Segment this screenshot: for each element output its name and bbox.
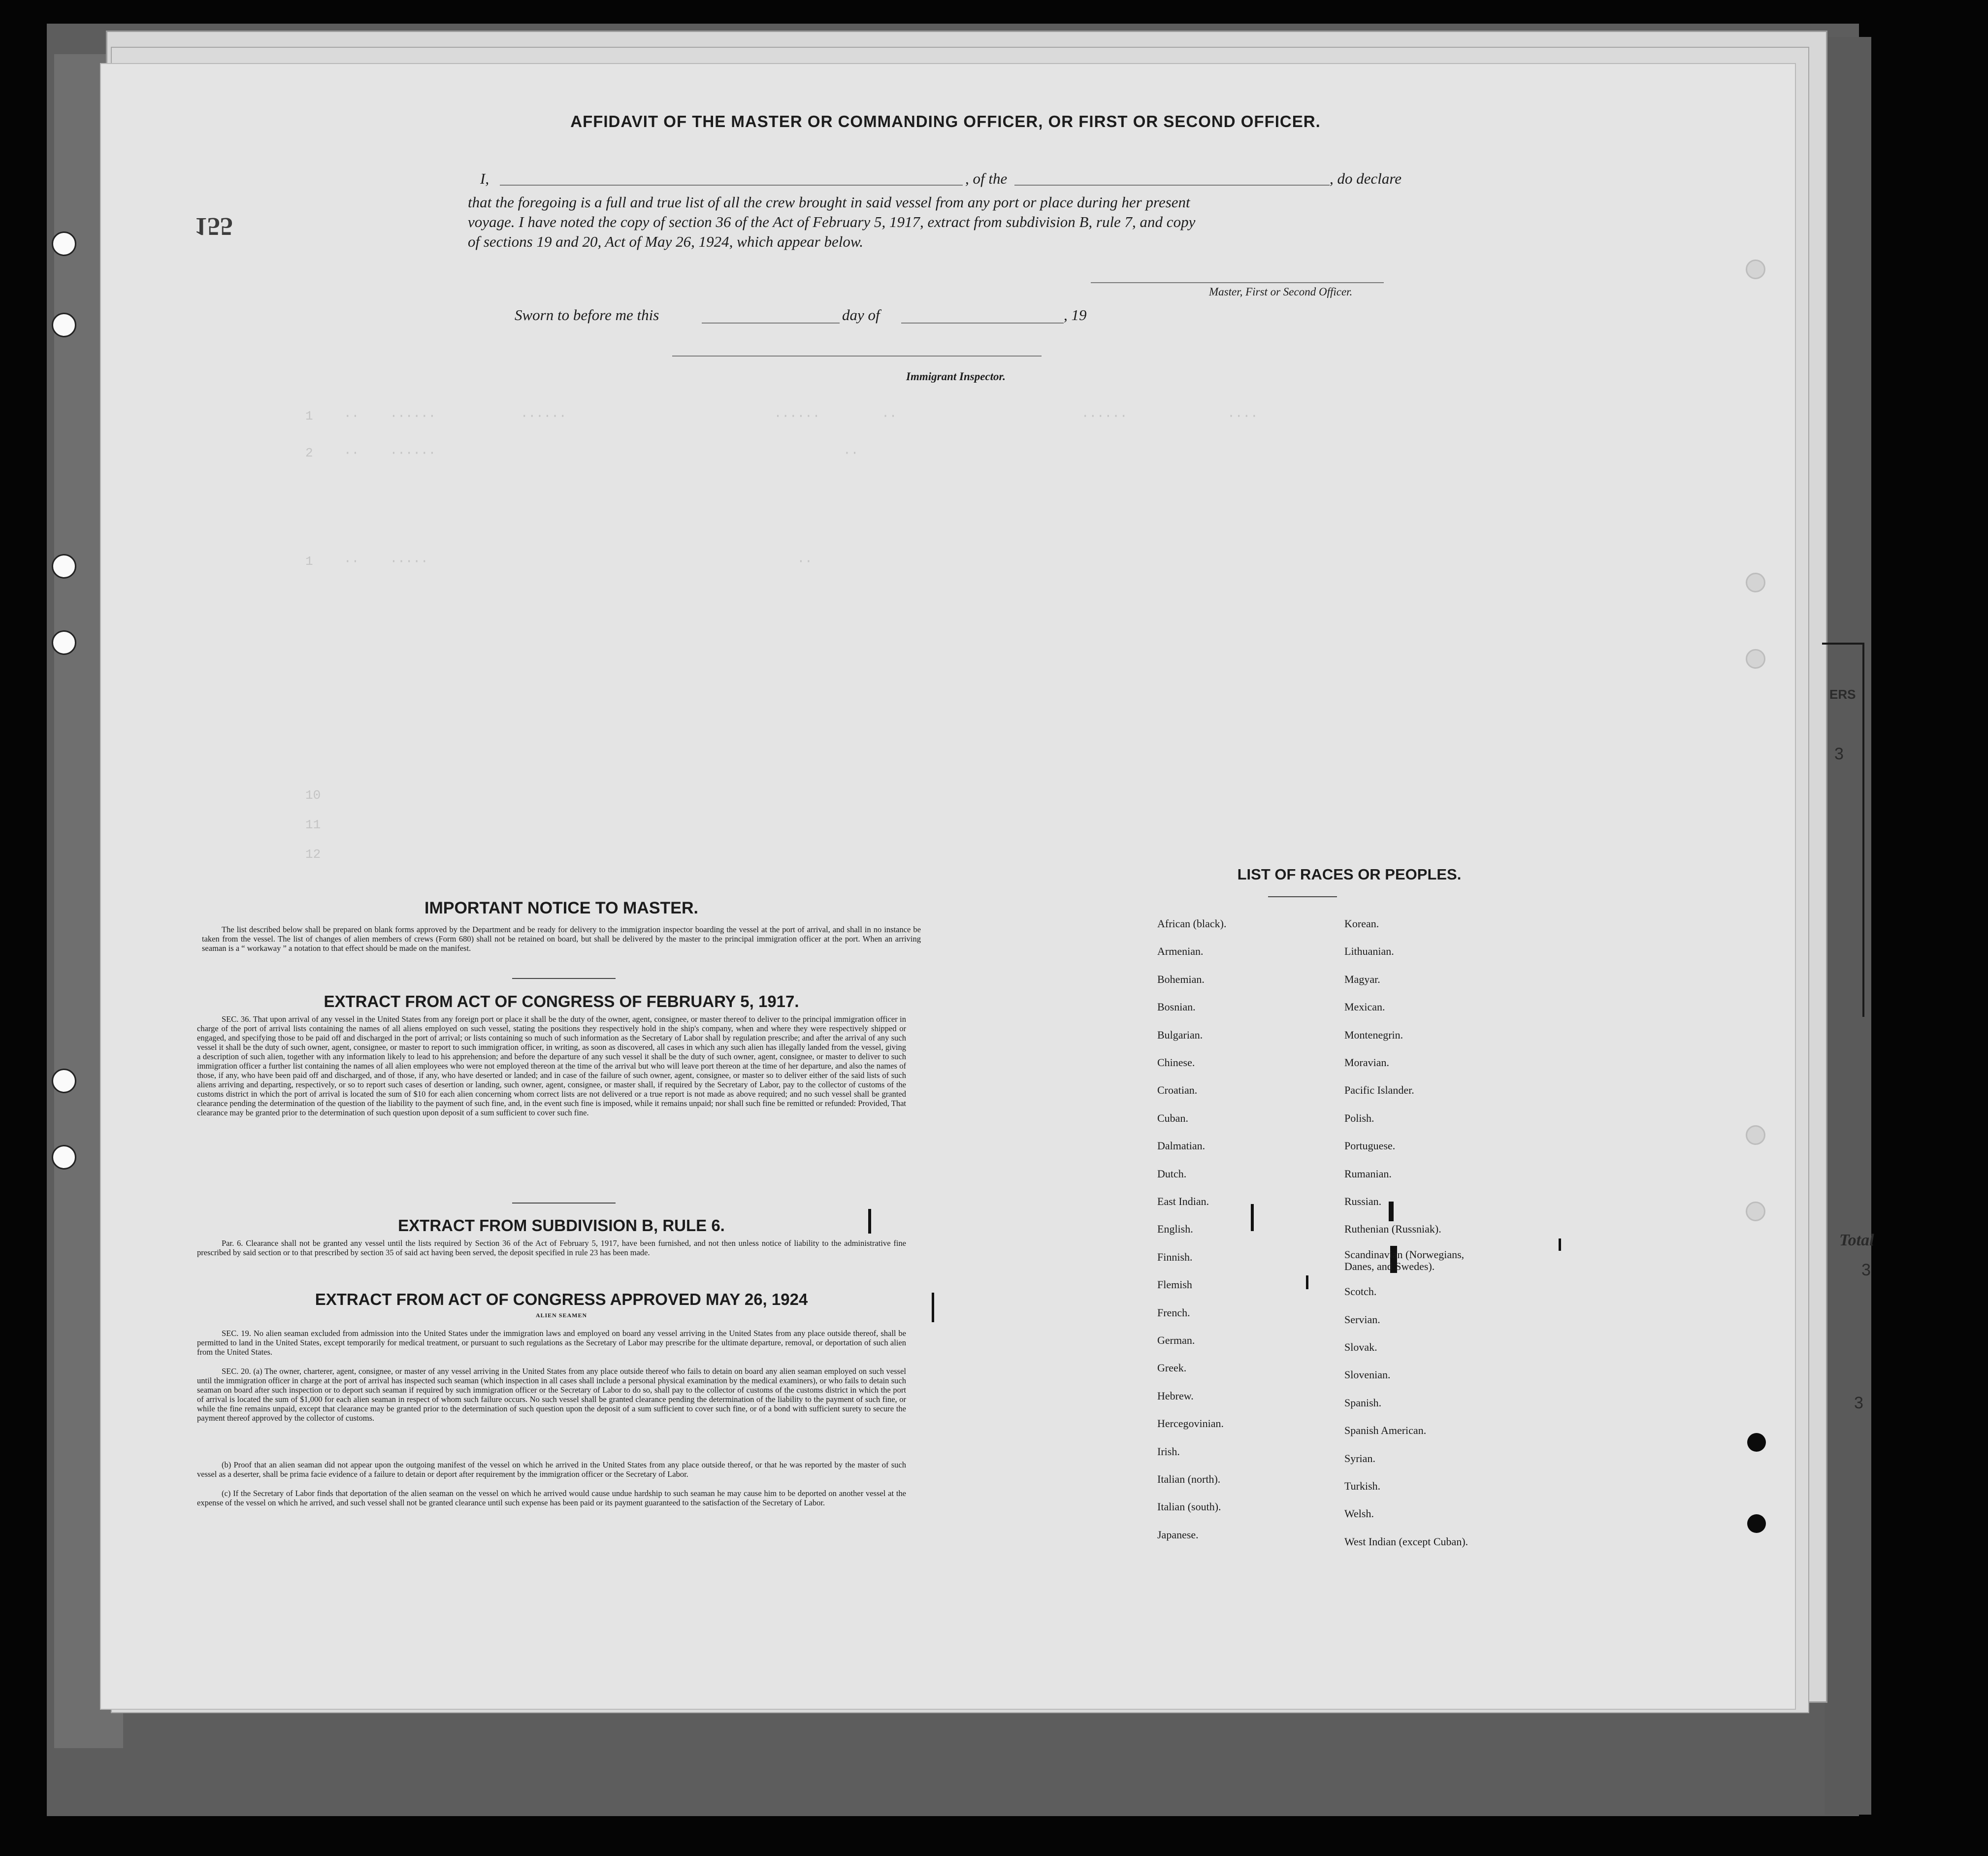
race-item: Hercegovinian. (1157, 1417, 1224, 1430)
sworn-month-blank (901, 323, 1064, 324)
notice-title: IMPORTANT NOTICE TO MASTER. (424, 899, 698, 917)
race-item: Bosnian. (1157, 1001, 1196, 1013)
race-item: Scandinavian (Norwegians, Danes, and Swedes). (1344, 1248, 1465, 1272)
race-item: Bulgarian. (1157, 1028, 1203, 1041)
affidavit-i: I, (480, 170, 489, 187)
master-signature-line (1091, 282, 1384, 283)
race-item: Lithuanian. (1344, 945, 1394, 958)
race-item: Pacific Islander. (1344, 1084, 1414, 1097)
extract-1924-title: EXTRACT FROM ACT OF CONGRESS APPROVED MAY 26, 1924 (315, 1290, 808, 1308)
race-item: Ruthenian (Russniak). (1344, 1223, 1441, 1236)
punch-hole (52, 1069, 76, 1093)
race-item: Turkish. (1344, 1480, 1381, 1492)
affidavit-of-the: , of the (965, 170, 1008, 187)
race-item: Spanish. (1344, 1396, 1382, 1409)
edge-box-top (1822, 643, 1863, 645)
ink-mark (1559, 1238, 1561, 1251)
edge-value: 3 (1834, 745, 1844, 763)
extract-1917-title: EXTRACT FROM ACT OF CONGRESS OF FEBRUARY 5, 1917. (324, 992, 799, 1010)
race-item: Mexican. (1344, 1001, 1385, 1013)
race-item: Greek. (1157, 1362, 1187, 1374)
punch-hole (52, 630, 76, 655)
affidavit-line3: voyage. I have noted the copy of section 36 of the Act of February 5, 1917, extract from subdivision B, rule 7, and copy (468, 213, 1196, 230)
race-item: French. (1157, 1306, 1190, 1319)
inspector-signature-line (672, 356, 1042, 357)
total-value: 3 (1861, 1261, 1871, 1279)
race-item: Hebrew. (1157, 1389, 1194, 1402)
punch-hole-dark (1747, 1433, 1766, 1452)
sworn-text: Sworn to before me this (515, 306, 659, 324)
ink-mark (1306, 1275, 1308, 1289)
edge-value-bottom: 3 (1854, 1394, 1863, 1412)
race-item: Russian. (1344, 1195, 1382, 1207)
races-rule (1268, 896, 1337, 897)
rule6-title: EXTRACT FROM SUBDIVISION B, RULE 6. (398, 1216, 725, 1235)
sec20a-body: SEC. 20. (a) The owner, charterer, agent, consignee, or master of any vessel arriving in the United States from any place outside thereof who fails to detain on board any alien seaman employed on such vessel until the immigration officer in charge at the port of arrival has inspected such seaman (which inspection in all cases shall include a personal physical examination by the medical examiners), or who fails to detain such seaman on board after such inspection or to deport such seaman if required by such immigration officer or the Secretary of Labor to do so, shall pay to the collector of customs of the customs district in which the port of arrival is located the sum of $1,000 for each alien seaman in respect of whom such failure occurs. No such vessel shall be granted clearance pending the determination of the liability to the payment of such fine, or while the fine remains unpaid, except that clearance may be granted prior to the determination of such question upon the deposit of a sum sufficient to cover such fine, or of a bond with sufficient surety to secure the payment thereof approved by the collector of customs. (197, 1367, 906, 1423)
race-item: Finnish. (1157, 1250, 1193, 1263)
punch-hole (52, 231, 76, 256)
race-item: Bohemian. (1157, 973, 1205, 985)
punch-hole (52, 554, 76, 579)
races-title: LIST OF RACES OR PEOPLES. (1237, 866, 1462, 883)
race-item: Armenian. (1157, 945, 1204, 958)
affidavit-title: AFFIDAVIT OF THE MASTER OR COMMANDING OFFICER, OR FIRST OR SECOND OFFICER. (570, 112, 1321, 130)
race-item: Italian (north). (1157, 1473, 1221, 1485)
race-item: Slovak. (1344, 1341, 1377, 1353)
race-item: Spanish American. (1344, 1424, 1427, 1437)
ring-mark (1746, 1202, 1765, 1221)
race-item: Moravian. (1344, 1056, 1390, 1069)
race-item: Dalmatian. (1157, 1140, 1206, 1152)
ring-mark (1746, 1125, 1765, 1145)
race-item: Portuguese. (1344, 1140, 1396, 1152)
section-rule (512, 978, 616, 979)
sec20c-body: (c) If the Secretary of Labor finds that deportation of the alien seaman on the vessel on which he arrived would cause undue hardship to such seaman he may cause him to be deported on another vessel at the expense of the vessel on which he arrived, and such vessel shall not be granted clearance until such expense has been paid or its payment guaranteed to the satisfaction of the Secretary of Labor. (197, 1489, 906, 1507)
master-label: Master, First or Second Officer. (1209, 286, 1353, 298)
ring-mark (1746, 260, 1765, 279)
sworn-year: , 19 (1064, 306, 1087, 324)
ring-mark (1746, 573, 1765, 592)
total-label: Total (1839, 1231, 1874, 1249)
race-item: English. (1157, 1223, 1193, 1236)
race-item: Servian. (1344, 1313, 1380, 1326)
race-item: Syrian. (1344, 1452, 1375, 1465)
page-number: 155 (195, 212, 233, 240)
race-item: Slovenian. (1344, 1368, 1391, 1381)
extract-1917-body: SEC. 36. That upon arrival of any vessel in the United States from any foreign port or place it shall be the duty of the owner, agent, consignee, or master thereof to deliver to the principal immigration officer in charge of the port of arrival lists containing the names of all aliens employed on such vessel, stating the positions they respectively hold in the ship's company, when and where they were respectively shipped or engaged, and specifying those to be paid off and discharged in the port of arrival; or lists containing so much of such information as the Secretary of Labor shall by regulation prescribe; and after the arrival of any such vessel it shall be the duty of such owner, agent, consignee, or master to report to such immigration officer, in writing, as soon as discovered, all cases in which any such alien has illegally landed from the vessel, giving a description of such alien, together with any information likely to lead to his apprehension; and before the departure of any such vessel it shall be the duty of such owner, agent, consignee, or master to deliver to such immigration officer a further list containing the names of all alien employees who were not employed thereon at the time of the arrival but who will leave port thereon at the time of her departure, and also the names of those, if any, who have been paid off and discharged, and of those, if any, who have deserted or landed; and in case of the failure of such owner, agent, consignee, or master so to deliver either of the said lists of such aliens arriving and departing, respectively, or so to report such cases of desertion or landing, such owner, agent, consignee, or master shall, if required by the Secretary of Labor, pay to the collector of customs of the customs district in which the port of arrival is located the sum of $10 for each alien concerning whom correct lists are not delivered or a true report is not made as above required; and no such vessel shall be granted clearance pending the determination of the question of the liability to the payment of such fine, and, in the event such fine is imposed, while it remains unpaid; nor shall such fine be remitted or refunded: Provided, That clearance may be granted prior to the determination of such question upon deposit of a sum sufficient to cover such fine. (197, 1014, 906, 1117)
name-blank (500, 185, 963, 186)
vessel-blank (1014, 185, 1330, 186)
ink-mark (932, 1293, 934, 1322)
race-item: West Indian (except Cuban). (1344, 1535, 1468, 1548)
race-item: Magyar. (1344, 973, 1380, 985)
race-item: Japanese. (1157, 1528, 1199, 1541)
race-item: Cuban. (1157, 1111, 1188, 1124)
affidavit-line4: of sections 19 and 20, Act of May 26, 1924, which appear below. (468, 233, 864, 250)
race-item: East Indian. (1157, 1195, 1209, 1207)
sec20b-body: (b) Proof that an alien seaman did not appear upon the outgoing manifest of the vessel on which he arrived in the United States from any place outside thereof, or that he was reported by the master of such vessel as a deserter, shall be prima facie evidence of a failure to detain or deport after requirement by the immigration officer or the Secretary of Labor. (197, 1460, 906, 1479)
day-of: day of (842, 306, 880, 324)
punch-hole-dark (1747, 1514, 1766, 1533)
race-item: German. (1157, 1334, 1195, 1346)
alien-seamen-subtitle: ALIEN SEAMEN (535, 1312, 587, 1319)
punch-hole (52, 1145, 76, 1170)
race-item: Irish. (1157, 1445, 1180, 1458)
race-item: Welsh. (1344, 1507, 1374, 1520)
affidavit-declare: , do declare (1330, 170, 1402, 187)
notice-body: The list described below shall be prepared on blank forms approved by the Department and be ready for delivery to the immigration inspector boarding the vessel at the port of arrival, and shall in no instance be taken from the vessel. The list of changes of alien members of crews (Form 680) shall not be retained on board, but shall be delivered by the master to the principal immigration officer at the port. When an arriving seaman is a “ workaway ” a notation to that effect should be made on the manifest. (202, 925, 921, 953)
race-item: Korean. (1344, 917, 1379, 930)
race-item: African (black). (1157, 917, 1227, 930)
section-rule (512, 1203, 616, 1204)
race-item: Polish. (1344, 1111, 1374, 1124)
edge-header: ERS (1829, 687, 1856, 702)
affidavit-line2: that the foregoing is a full and true list of all the crew brought in said vessel from any port or place during her present (468, 194, 1190, 211)
ink-mark (868, 1209, 871, 1234)
rule6-body: Par. 6. Clearance shall not be granted any vessel until the lists required by Section 36 of the Act of February 5, 1917, have been furnished, and not then unless notice of liability to the administrative fine prescribed by said section or to that prescribed by section 35 of said act having been served, the deposit specified in rule 23 has been made. (197, 1238, 906, 1257)
ring-mark (1746, 649, 1765, 669)
punch-hole (52, 313, 76, 337)
ink-mark (1251, 1204, 1254, 1231)
sec19-body: SEC. 19. No alien seaman excluded from admission into the United States under the immigration laws and employed on board any vessel arriving in the United States from any place outside thereof, shall be permitted to land in the United States, except temporarily for medical treatment, or pursuant to such regulations as the Secretary of Labor may prescribe for the ultimate departure, removal, or deportation of such alien from the United States. (197, 1329, 906, 1357)
inspector-label: Immigrant Inspector. (906, 370, 1006, 383)
race-item: Rumanian. (1344, 1167, 1392, 1180)
race-item: Croatian. (1157, 1084, 1198, 1097)
race-item: Italian (south). (1157, 1500, 1221, 1513)
sworn-day-blank (702, 323, 840, 324)
race-item: Chinese. (1157, 1056, 1195, 1069)
race-item: Flemish (1157, 1278, 1192, 1291)
race-item: Montenegrin. (1344, 1028, 1403, 1041)
race-item: Dutch. (1157, 1167, 1187, 1180)
edge-box-right (1862, 643, 1864, 1017)
ink-mark (1389, 1202, 1394, 1221)
race-item: Scotch. (1344, 1285, 1377, 1298)
